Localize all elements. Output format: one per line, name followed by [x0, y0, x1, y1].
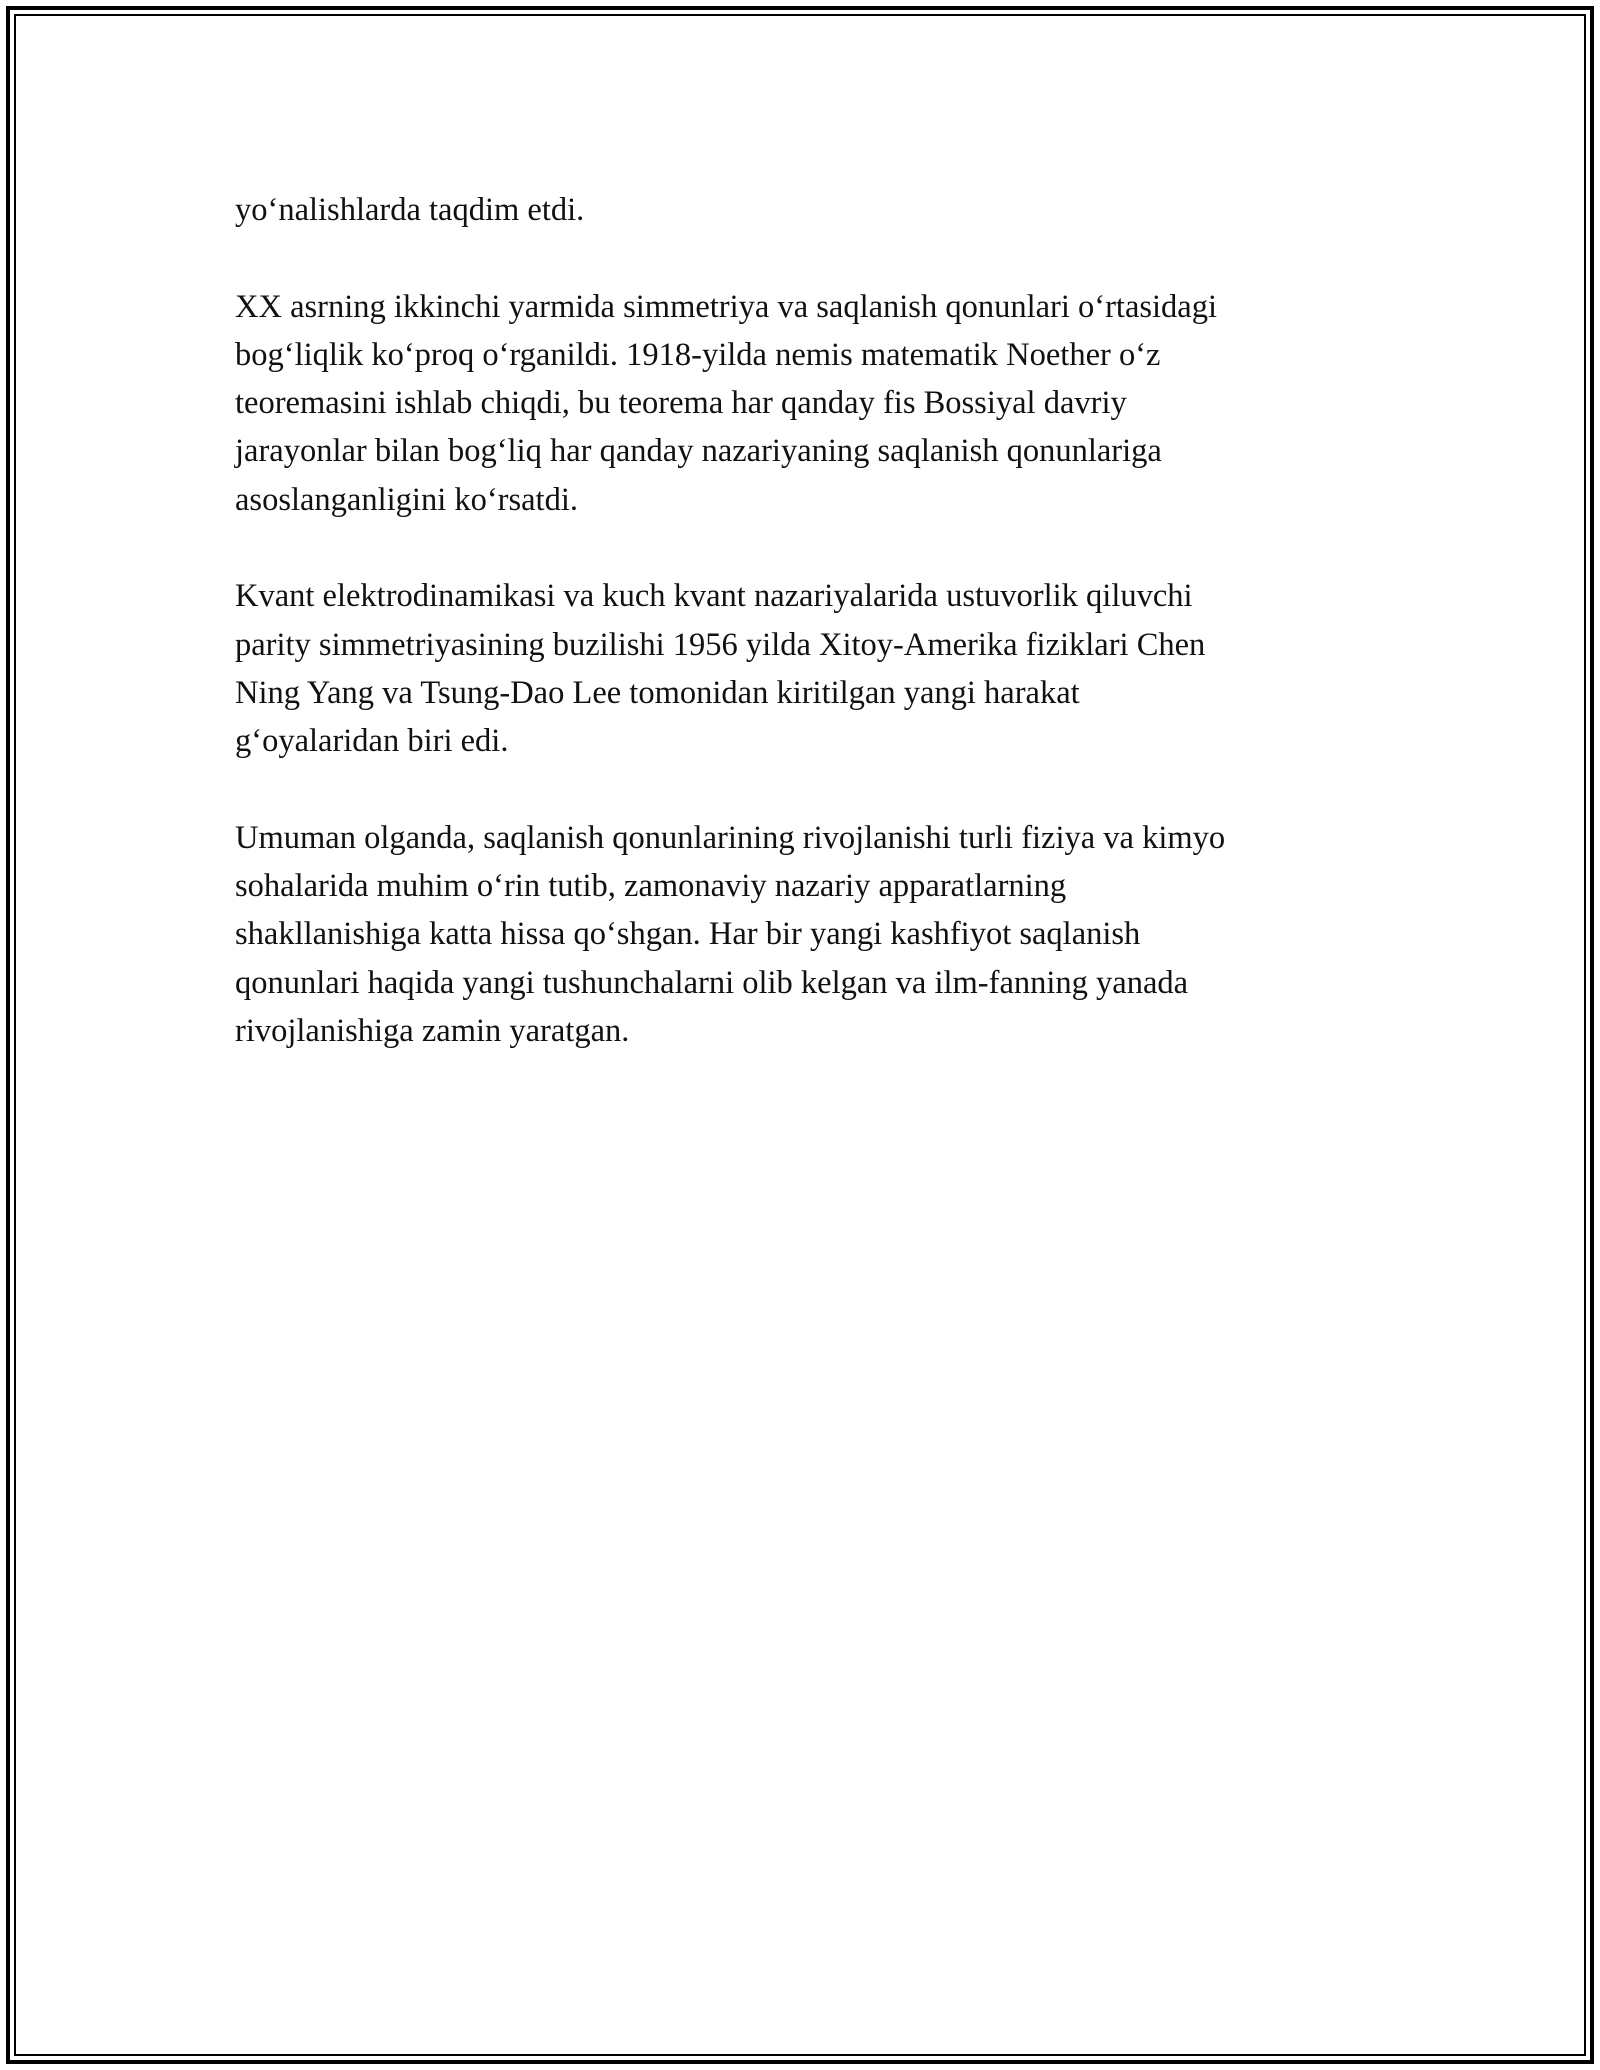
text-line: rivojlanishiga zamin yaratgan.	[235, 1013, 630, 1050]
document-body	[235, 186, 1405, 1104]
text-line: qonunlari haqida yangi tushunchalarni olib kelgan va ilm-fanning yanada	[235, 964, 1189, 1001]
text-line: sohalarida muhim o‘rin tutib, zamonaviy nazariy apparatlarning	[235, 868, 1067, 905]
text-line: Ning Yang va Tsung-Dao Lee tomonidan kiritilgan yangi harakat	[235, 674, 1080, 711]
text-line: shakllanishiga katta hissa qo‘shgan. Har bir yangi kashfiyot saqlanish	[235, 916, 1141, 953]
paragraph	[235, 186, 1405, 234]
text-line: g‘oyalaridan biri edi.	[235, 723, 509, 760]
text-line: jarayonlar bilan bog‘liq har qanday nazariyaning saqlanish qonunlariga	[235, 433, 1162, 470]
text-line: teoremasini ishlab chiqdi, bu teorema har qanday fis Bossiyal davriy	[235, 385, 1127, 422]
text-line: Kvant elektrodinamikasi va kuch kvant nazariyalarida ustuvorlik qiluvchi	[235, 578, 1193, 615]
text-line: Umuman olganda, saqlanish qonunlarining rivojlanishi turli fiziya va kimyo	[235, 819, 1226, 856]
paragraph	[235, 283, 1405, 524]
text-line: asoslanganligini ko‘rsatdi.	[235, 481, 578, 518]
text-line: yo‘nalishlarda taqdim etdi.	[235, 192, 585, 228]
text-line: bog‘liqlik ko‘proq o‘rganildi. 1918-yilda nemis matematik Noether o‘z	[235, 336, 1161, 373]
text-line: parity simmetriyasining buzilishi 1956 yilda Xitoy-Amerika fiziklari Chen	[235, 626, 1206, 663]
paragraph	[235, 572, 1405, 765]
text-line: XX asrning ikkinchi yarmida simmetriya va saqlanish qonunlari o‘rtasidagi	[235, 288, 1217, 325]
paragraph	[235, 814, 1405, 1055]
